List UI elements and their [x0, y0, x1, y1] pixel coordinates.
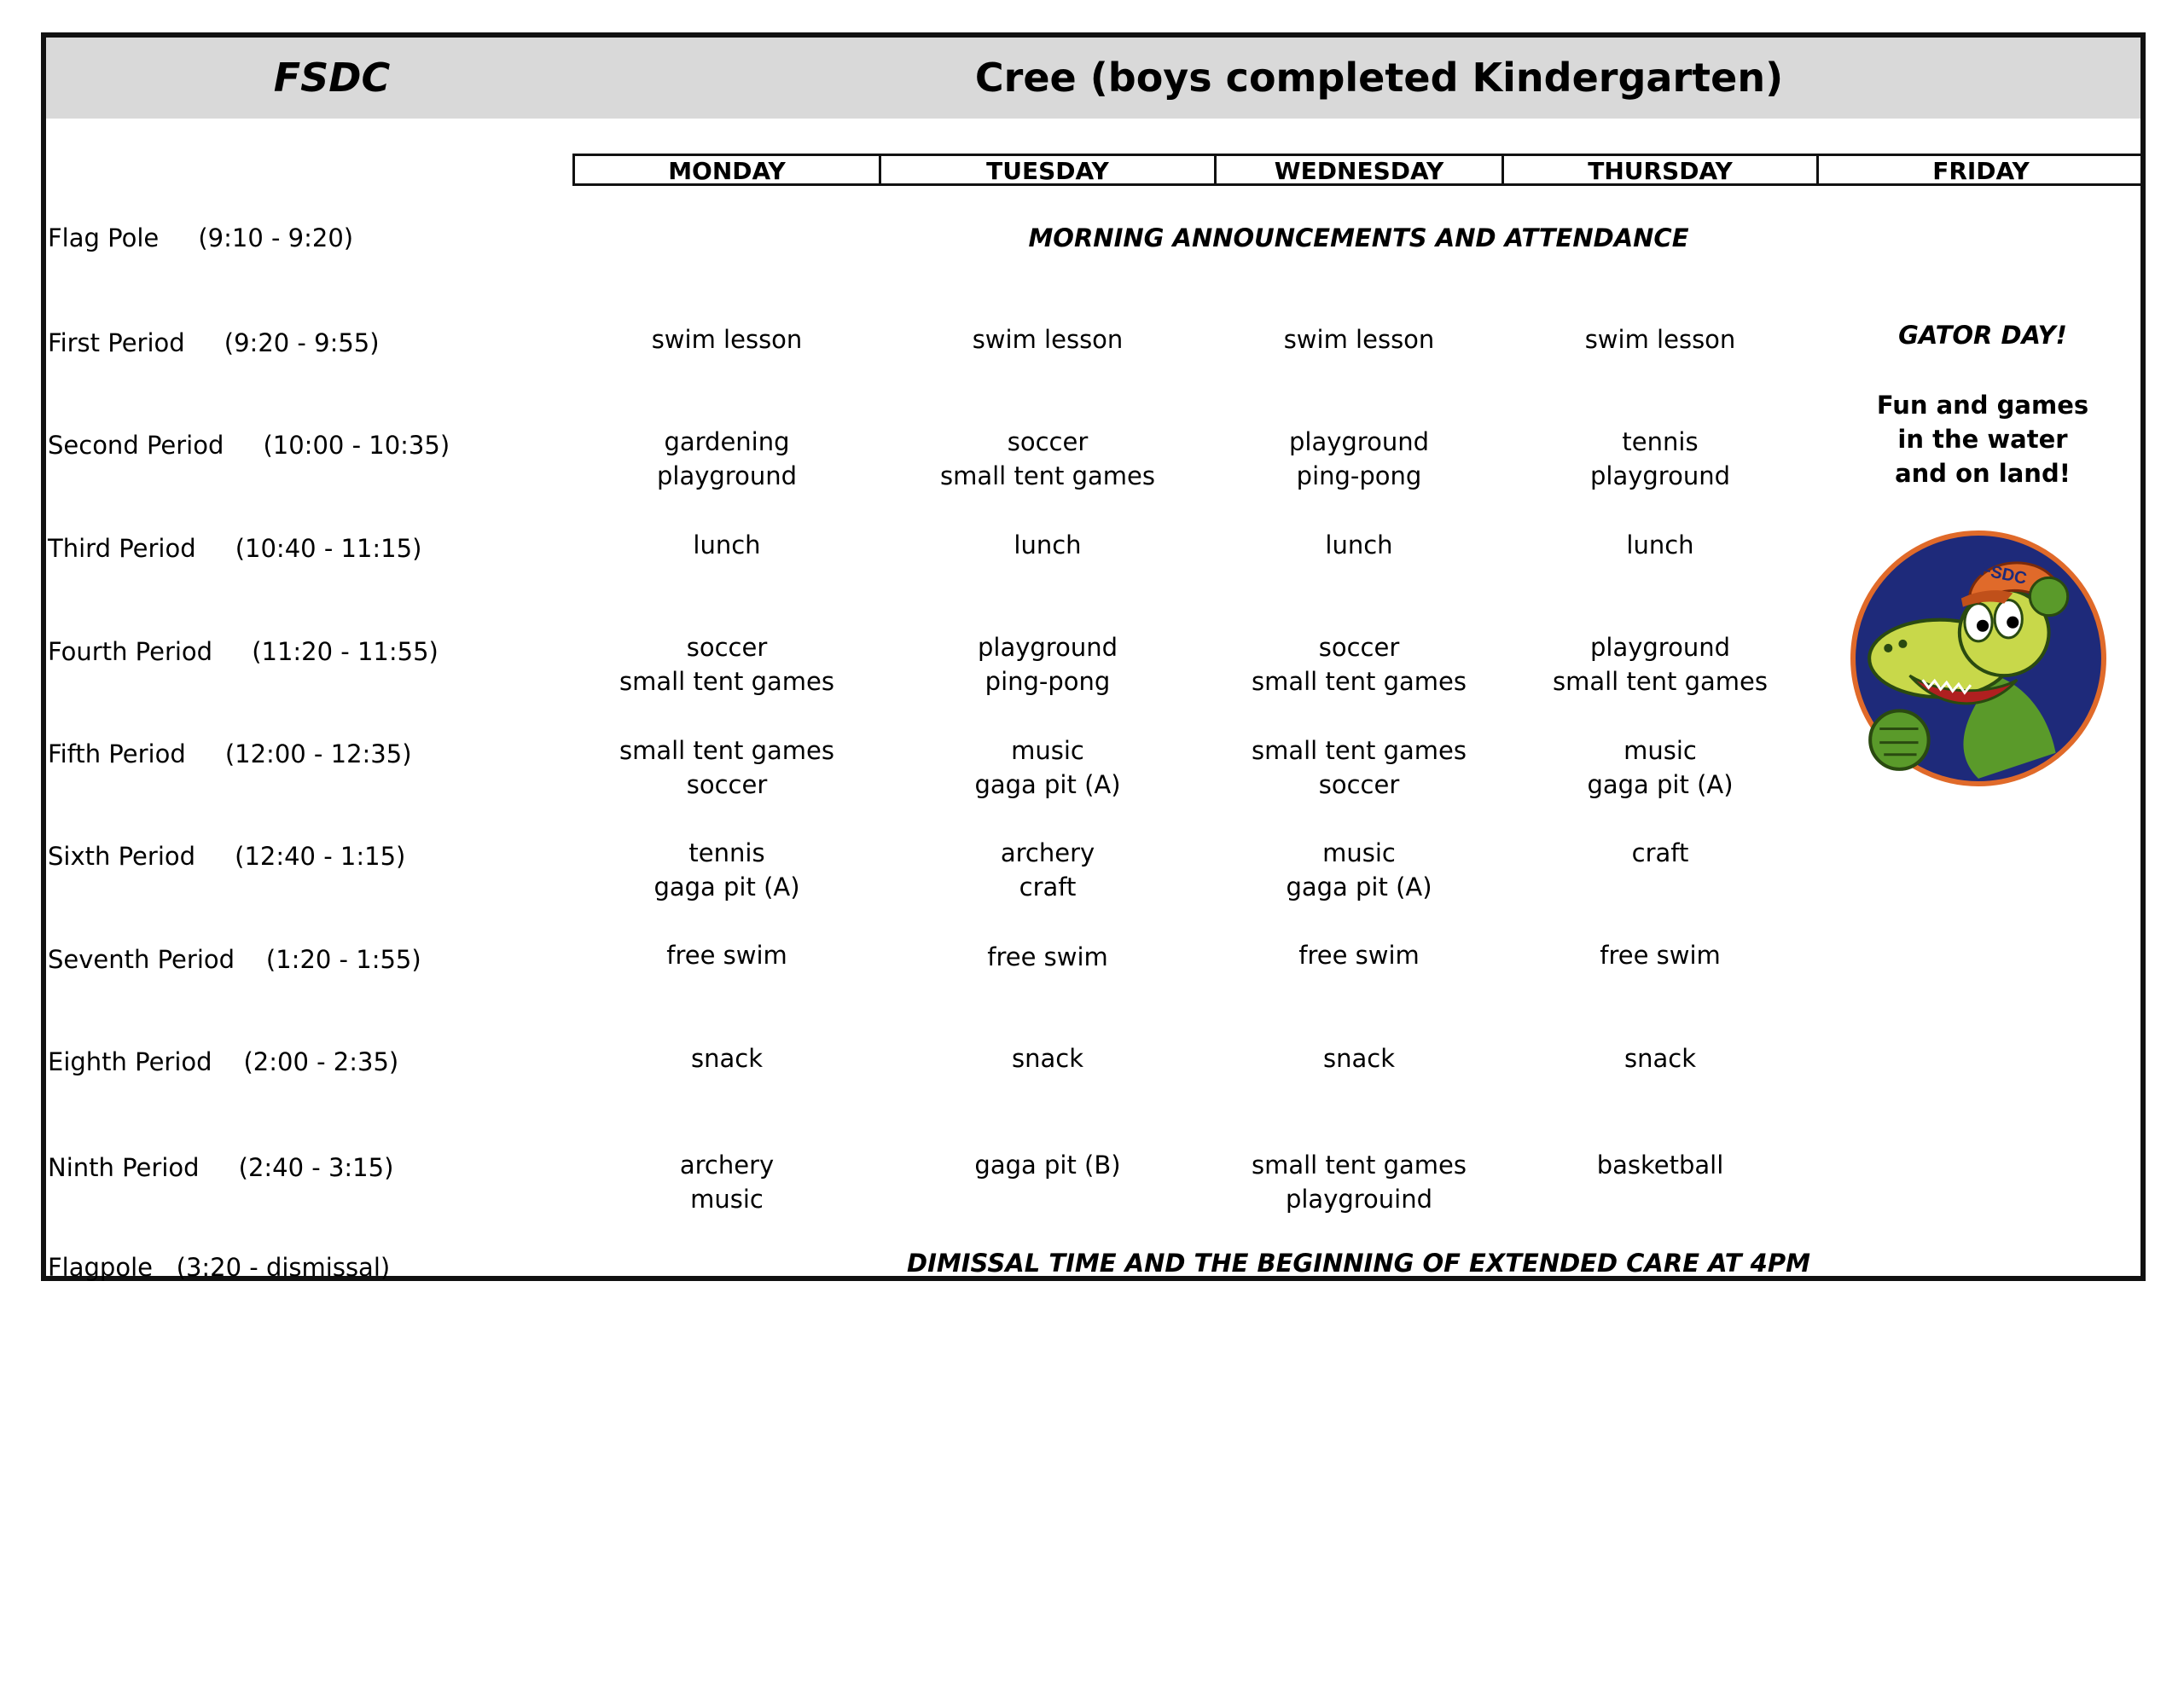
gator-day-line: in the water [1897, 425, 2068, 454]
activity: playgrouind [1285, 1185, 1433, 1214]
activity: small tent games [1552, 667, 1769, 696]
activity: snack [1624, 1044, 1696, 1073]
wednesday-p9 [1214, 1148, 1504, 1216]
activity: free swim [1600, 941, 1721, 970]
tuesday-p4 [879, 630, 1217, 699]
tuesday-p6 [879, 836, 1217, 904]
period-seventh [48, 945, 421, 974]
gator-day-line: Fun and games [1876, 391, 2089, 420]
period-name: Second Period [48, 431, 224, 460]
activity: playground [656, 461, 797, 490]
monday-p9 [572, 1148, 881, 1216]
wednesday-p2 [1214, 425, 1504, 493]
header-band [46, 38, 2140, 119]
activity: playground [977, 633, 1118, 662]
activity: small tent games [939, 461, 1156, 490]
period-time: (1:20 - 1:55) [265, 945, 421, 974]
period-fifth [48, 739, 412, 768]
morning-banner: MORNING ANNOUNCEMENTS AND ATTENDANCE [1028, 223, 1689, 252]
activity: music [1011, 736, 1084, 765]
thursday-p1 [1502, 322, 1819, 357]
activity: small tent games [619, 667, 835, 696]
activity: playground [1589, 461, 1730, 490]
period-name: Ninth Period [48, 1153, 200, 1182]
day-header-tuesday: TUESDAY [879, 154, 1217, 186]
period-time: (2:00 - 2:35) [243, 1047, 399, 1076]
day-header-thursday: THURSDAY [1502, 154, 1819, 186]
activity: swim lesson [972, 325, 1124, 354]
activity: snack [691, 1044, 763, 1073]
period-flagpole-dismissal [48, 1253, 390, 1282]
activity: snack [1012, 1044, 1083, 1073]
gator-nostril [1898, 640, 1907, 648]
wednesday-p8 [1214, 1041, 1504, 1075]
gator-fist [1870, 710, 1928, 768]
thursday-p3 [1502, 528, 1819, 562]
day-header-wednesday: WEDNESDAY [1214, 154, 1504, 186]
tuesday-p9 [879, 1148, 1217, 1182]
period-ninth [48, 1153, 393, 1182]
activity: swim lesson [651, 325, 803, 354]
activity: ping-pong [985, 667, 1111, 696]
activity: snack [1323, 1044, 1395, 1073]
period-time: (9:20 - 9:55) [224, 328, 380, 357]
period-first [48, 328, 380, 357]
activity: soccer [1007, 427, 1089, 456]
dismissal-banner: DIMISSAL TIME AND THE BEGINNING OF EXTENDED CARE AT 4PM [907, 1249, 1810, 1278]
tuesday-p3 [879, 528, 1217, 562]
wednesday-p7 [1214, 938, 1504, 972]
period-name: Sixth Period [48, 842, 196, 871]
day-header-friday: FRIDAY [1816, 154, 2146, 186]
period-flag-pole [48, 223, 353, 252]
monday-p3 [572, 528, 881, 562]
monday-p5 [572, 733, 881, 802]
period-name: First Period [48, 328, 185, 357]
thursday-p9 [1502, 1148, 1819, 1182]
activity: basketball [1596, 1151, 1724, 1180]
activity: gaga pit (A) [974, 770, 1121, 799]
thursday-p2 [1502, 425, 1819, 493]
activity: soccer [686, 633, 768, 662]
activity: lunch [1626, 530, 1694, 559]
activity: small tent games [1251, 667, 1467, 696]
monday-p2 [572, 425, 881, 493]
activity: tennis [1622, 427, 1699, 456]
activity: ping-pong [1296, 461, 1422, 490]
schedule-title: Cree (boys completed Kindergarten) [974, 55, 1784, 101]
period-name: Eighth Period [48, 1047, 212, 1076]
activity: music [690, 1185, 764, 1214]
tuesday-p1 [879, 322, 1217, 357]
period-name: Seventh Period [48, 945, 235, 974]
activity: music [1623, 736, 1697, 765]
period-time: (9:10 - 9:20) [198, 223, 354, 252]
wednesday-p6 [1214, 836, 1504, 904]
period-sixth [48, 842, 405, 871]
activity: lunch [1325, 530, 1393, 559]
period-name: Flag Pole [48, 223, 160, 252]
period-time: (12:00 - 12:35) [224, 739, 412, 768]
activity: gaga pit (A) [1286, 872, 1432, 901]
period-time: (11:20 - 11:55) [252, 637, 439, 666]
period-name: Fourth Period [48, 637, 213, 666]
activity: gaga pit (A) [1587, 770, 1734, 799]
activity: swim lesson [1283, 325, 1435, 354]
gator-pupil [2007, 617, 2018, 629]
activity: small tent games [1251, 736, 1467, 765]
activity: archery [1000, 838, 1095, 867]
cap-logo-text: FSDC [1978, 560, 2029, 588]
activity: tennis [688, 838, 765, 867]
period-name: Flagpole [48, 1253, 153, 1282]
activity: lunch [693, 530, 761, 559]
activity: lunch [1014, 530, 1082, 559]
period-eighth [48, 1047, 398, 1076]
activity: small tent games [1251, 1151, 1467, 1180]
gator-nostril [1884, 644, 1892, 652]
schedule-frame [41, 32, 2146, 1281]
thursday-p7 [1502, 938, 1819, 972]
tuesday-p8 [879, 1041, 1217, 1075]
gator-day-title: GATOR DAY! [1898, 321, 2067, 350]
period-time: (2:40 - 3:15) [238, 1153, 394, 1182]
activity: craft [1019, 872, 1077, 901]
thursday-p8 [1502, 1041, 1819, 1075]
gator-hand-raised [2030, 577, 2067, 615]
wednesday-p3 [1214, 528, 1504, 562]
period-second [48, 431, 450, 460]
activity: soccer [686, 770, 768, 799]
gator-day-line: and on land! [1895, 459, 2071, 488]
period-time: (10:00 - 10:35) [263, 431, 450, 460]
period-time: (10:40 - 11:15) [235, 534, 422, 563]
wednesday-p4 [1214, 630, 1504, 699]
activity: gaga pit (A) [653, 872, 800, 901]
gator-day-description [1821, 388, 2145, 490]
activity: gaga pit (B) [974, 1151, 1121, 1180]
wednesday-p5 [1214, 733, 1504, 802]
activity: music [1322, 838, 1396, 867]
activity: soccer [1318, 770, 1400, 799]
activity: small tent games [619, 736, 835, 765]
tuesday-p7 [879, 940, 1217, 974]
activity: free swim [1298, 941, 1420, 970]
period-third [48, 534, 421, 563]
monday-p8 [572, 1041, 881, 1075]
gator-mascot-logo [1850, 530, 2107, 787]
org-name: FSDC [273, 55, 391, 101]
activity: soccer [1318, 633, 1400, 662]
monday-p1 [572, 322, 881, 357]
activity: playground [1288, 427, 1429, 456]
activity: gardening [664, 427, 790, 456]
monday-p6 [572, 836, 881, 904]
thursday-p4 [1502, 630, 1819, 699]
activity: archery [679, 1151, 775, 1180]
tuesday-p2 [879, 425, 1217, 493]
activity: free swim [987, 942, 1108, 971]
day-header-monday: MONDAY [572, 154, 881, 186]
activity: craft [1631, 838, 1689, 867]
gator-pupil [1977, 620, 1989, 632]
wednesday-p1 [1214, 322, 1504, 357]
activity: swim lesson [1584, 325, 1736, 354]
activity: playground [1589, 633, 1730, 662]
tuesday-p5 [879, 733, 1217, 802]
period-time: (12:40 - 1:15) [235, 842, 406, 871]
period-fourth [48, 637, 439, 666]
activity: free swim [666, 941, 787, 970]
period-name: Third Period [48, 534, 196, 563]
period-time: (3:20 - dismissal) [176, 1253, 391, 1282]
monday-p4 [572, 630, 881, 699]
thursday-p5 [1502, 733, 1819, 802]
thursday-p6 [1502, 836, 1819, 870]
monday-p7 [572, 938, 881, 972]
period-name: Fifth Period [48, 739, 186, 768]
